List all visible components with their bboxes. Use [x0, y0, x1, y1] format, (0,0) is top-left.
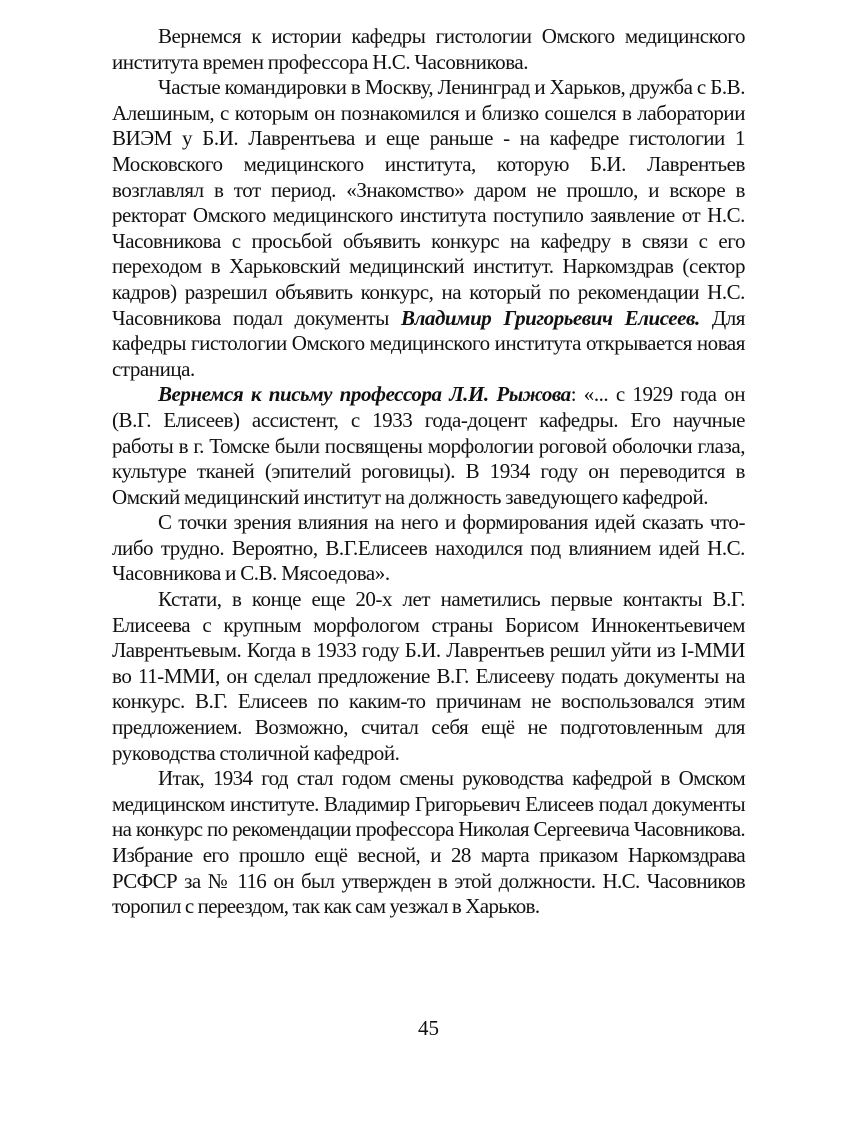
paragraph-text: : «... с 1929 года он (В.Г. Елисеев) ассистент, с 1933 года-доцент кафедры. Его научные работы в г. Томске были посвящены морфологии роговой оболочки глаза, культуре тканей (эпителий роговицы). В 1934 году он переводится в Омский медицинский институт на должность заведующего кафедрой.	[112, 382, 745, 509]
paragraph-text: Кстати, в конце еще 20-х лет наметились первые контакты В.Г. Елисеева с крупным морфологом страны Борисом Иннокентьевичем Лаврентьевым. Когда в 1933 году Б.И. Лаврентьев решил уйти из I-ММИ во 11-ММИ, он сделал предложение В.Г. Елисееву подать документы на конкурс. В.Г. Елисеев по каким-то причинам не воспользовался этим предложением. Возможно, считал себя ещё не подготовленным для руководства столичной кафедрой.	[112, 587, 745, 765]
paragraph-text: Вернемся к истории кафедры гистологии Омского медицинского института времен профессора Н.С. Часовникова.	[112, 24, 745, 74]
paragraph-text: Для кафедры гистологии Омского медицинского института открывается новая страница.	[112, 305, 745, 381]
paragraph-3	[112, 382, 745, 510]
person-name-emphasis: Владимир Григорьевич Елисеев.	[401, 305, 700, 330]
paragraph-text: Частые командировки в Москву, Ленинград и Харьков, дружба с Б.В. Алешиным, с которым он познакомился и близко сошелся в лаборатории ВИЭМ у Б.И. Лаврентьева и еще раньше - на кафедре гистологии 1 Московского медицинского института, которую Б.И. Лаврентьев возглавлял в тот период. «Знакомство» даром не прошло, и вскоре в ректорат Омского медицинского института поступило заявление от Н.С. Часовникова с просьбой объявить конкурс на кафедру в связи с его переходом в Харьковский медицинский институт. Наркомздрав (сектор кадров) разрешил объявить конкурс, на который по рекомендации Н.С. Часовникова подал документы	[112, 75, 745, 330]
paragraph-2	[112, 75, 745, 382]
document-page	[112, 24, 745, 920]
paragraph-6	[112, 766, 745, 920]
paragraph-text: С точки зрения влияния на него и формирования идей сказать что-либо трудно. Вероятно, В.Г.Елисеев находился под влиянием идей Н.С. Часовникова и С.В. Мясоедова».	[112, 510, 745, 586]
paragraph-5	[112, 587, 745, 766]
page-number: 45	[418, 1016, 439, 1040]
paragraph-1	[112, 24, 745, 75]
letter-reference-emphasis: Вернемся к письму профессора Л.И. Рыжова	[158, 382, 571, 407]
paragraph-4	[112, 510, 745, 587]
paragraph-text: Итак, 1934 год стал годом смены руководства кафедрой в Омском медицинском институте. Владимир Григорьевич Елисеев подал документы на конкурс по рекомендации профессора Николая Сергеевича Часовникова. Избрание его прошло ещё весной, и 28 марта приказом Наркомздрава РСФСР за № 116 он был утвержден в этой должности. Н.С. Часовников торопил с переездом, так как сам уезжал в Харьков.	[112, 766, 745, 919]
